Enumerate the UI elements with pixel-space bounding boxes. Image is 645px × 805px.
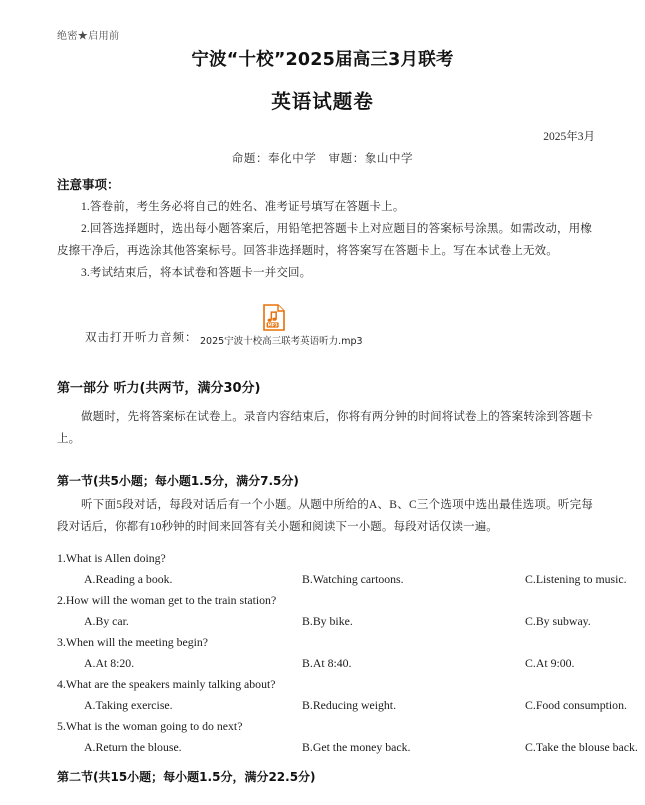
option-a[interactable]: A.By car.	[84, 614, 129, 628]
question-options	[57, 695, 627, 716]
part1-intro	[57, 406, 593, 451]
exam-date: 2025年3月	[543, 131, 595, 143]
option-a[interactable]: A.Reading a book.	[84, 572, 173, 586]
section1-question-list	[57, 548, 638, 758]
question-stem: 4.What are the speakers mainly talking about?	[57, 677, 276, 691]
audio-file-name[interactable]: 2025宁波十校高三联考英语听力.mp3	[200, 336, 363, 347]
option-c[interactable]: C.Take the blouse back.	[525, 740, 638, 754]
question-options	[57, 653, 597, 674]
notes-body	[57, 196, 592, 284]
notes-heading: 注意事项：	[57, 177, 120, 192]
mp3-file-icon[interactable]	[263, 304, 285, 331]
section2-heading: 第二节(共15小题；每小题1.5分，满分22.5分)	[57, 770, 316, 784]
option-c[interactable]: C.By subway.	[525, 614, 591, 628]
question-item	[57, 716, 638, 758]
question-item	[57, 548, 627, 590]
page-title-main: 宁波“十校”2025届高三3月联考	[191, 50, 454, 70]
option-b[interactable]: B.Watching cartoons.	[302, 572, 404, 586]
secret-notice: 绝密★启用前	[57, 31, 120, 42]
note-item-1: 1.答卷前，考生务必将自己的姓名、准考证号填写在答题卡上。	[81, 201, 405, 213]
question-item	[57, 632, 597, 674]
option-a[interactable]: A.Taking exercise.	[84, 698, 173, 712]
question-stem: 3.When will the meeting begin?	[57, 635, 209, 649]
option-b[interactable]: B.By bike.	[302, 614, 353, 628]
question-stem: 2.How will the woman get to the train station?	[57, 593, 277, 607]
part1-heading: 第一部分 听力(共两节，满分30分)	[57, 381, 261, 396]
note-item-2: 2.回答选择题时，选出每小题答案后，用铅笔把答题卡上对应题目的答案标号涂黑。如需改动，用橡皮擦干净后，再选涂其他答案标号。回答非选择题时，将答案写在答题卡上。写在本试卷上无效。	[57, 223, 592, 258]
section1-heading: 第一节(共5小题；每小题1.5分，满分7.5分)	[57, 474, 299, 488]
question-options	[57, 737, 638, 758]
option-a[interactable]: A.At 8:20.	[84, 656, 135, 670]
audio-attachment-row	[57, 322, 597, 350]
note-item-3: 3.考试结束后，将本试卷和答题卡一并交回。	[81, 267, 312, 280]
section1-intro	[57, 494, 593, 539]
option-a[interactable]: A.Return the blouse.	[84, 740, 182, 754]
svg-text:MP3: MP3	[267, 322, 278, 328]
option-c[interactable]: C.Listening to music.	[525, 572, 627, 586]
option-c[interactable]: C.At 9:00.	[525, 656, 575, 670]
option-b[interactable]: B.At 8:40.	[302, 656, 352, 670]
question-item	[57, 590, 597, 632]
question-stem: 5.What is the woman going to do next?	[57, 719, 243, 733]
option-b[interactable]: B.Reducing weight.	[302, 698, 397, 712]
option-b[interactable]: B.Get the money back.	[302, 740, 411, 754]
exam-authors: 命题：奉化中学 审题：象山中学	[231, 153, 414, 165]
question-options	[57, 611, 597, 632]
audio-instruction-label: 双击打开听力音频：	[85, 332, 198, 344]
page-title-subject: 英语试题卷	[271, 90, 374, 113]
question-options	[57, 569, 627, 590]
part1-intro-text: 做题时，先将答案标在试卷上。录音内容结束后，你将有两分钟的时间将试卷上的答案转涂到答题卡上。	[57, 411, 593, 446]
question-item	[57, 674, 627, 716]
question-stem: 1.What is Allen doing?	[57, 551, 166, 565]
section1-intro-text: 听下面5段对话，每段对话后有一个小题。从题中所给的A、B、C三个选项中选出最佳选项。听完每段对话后，你都有10秒钟的时间来回答有关小题和阅读下一小题。每段对话仅读一遍。	[57, 499, 593, 534]
option-c[interactable]: C.Food consumption.	[525, 698, 627, 712]
